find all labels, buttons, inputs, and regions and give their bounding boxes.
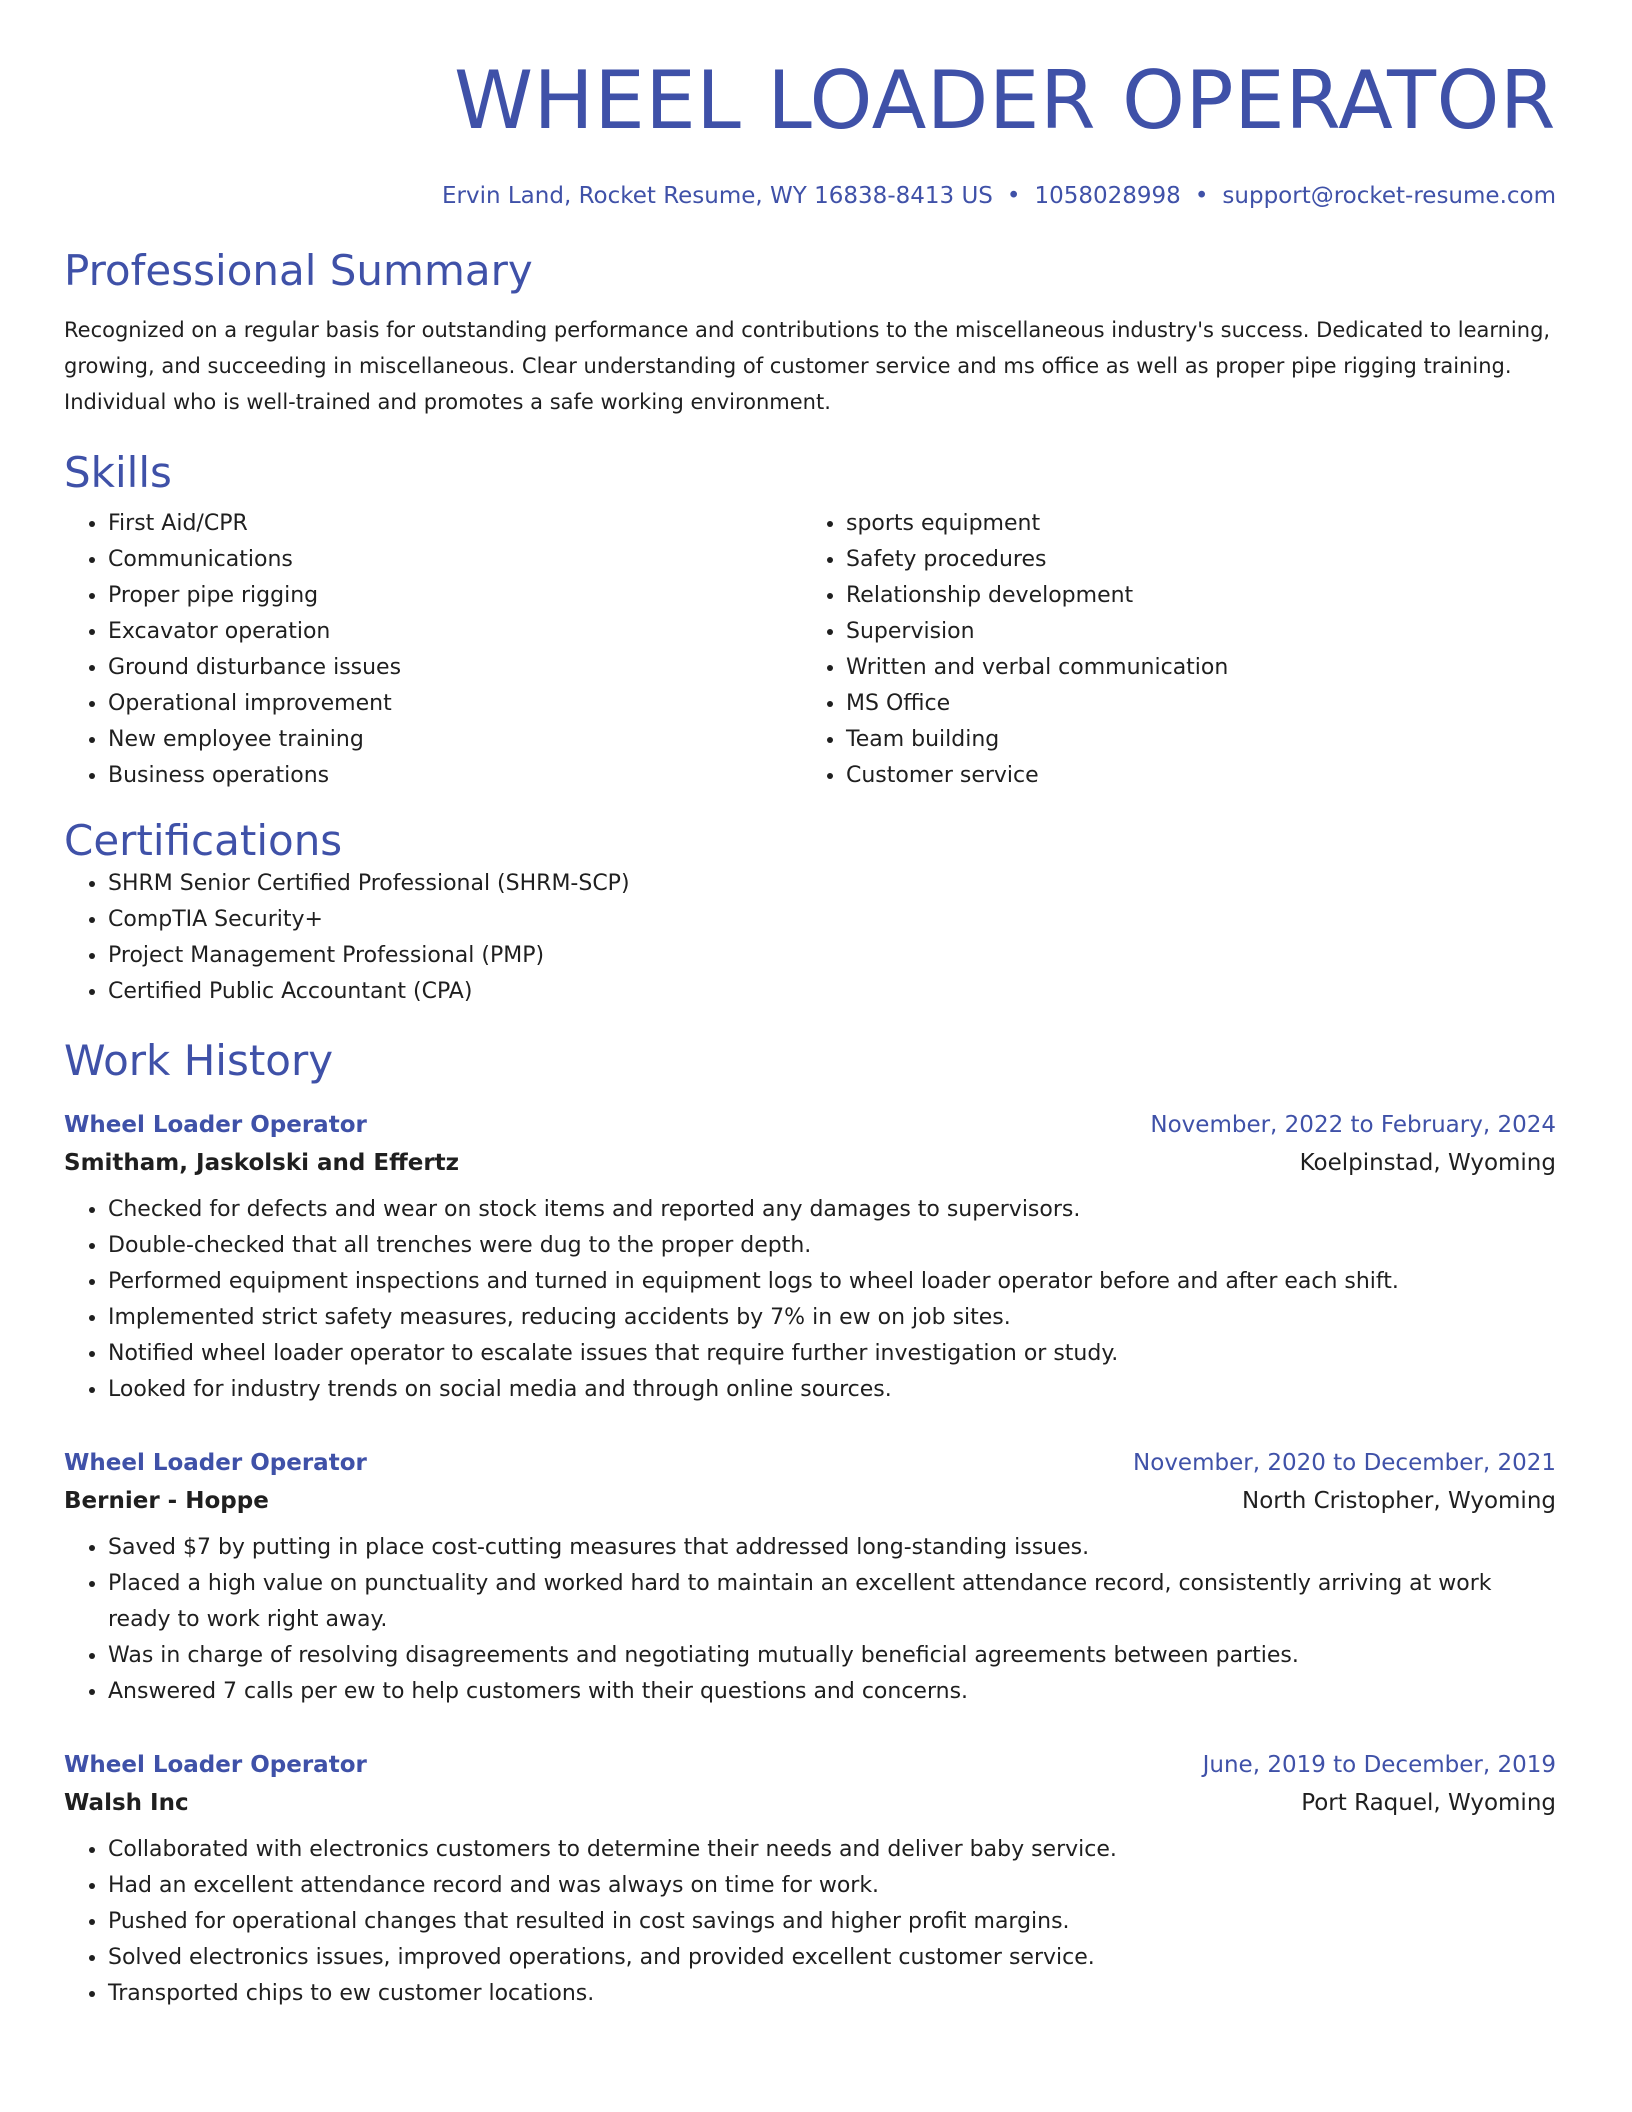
skill-item: • Communications (108, 542, 802, 578)
job-bullet: • Collaborated with electronics customers to determine their needs and deliver baby service. (108, 1832, 1556, 1868)
skill-item: • Business operations (108, 758, 802, 794)
job-bullet: • Notified wheel loader operator to escalate issues that require further investigation or study. (108, 1336, 1556, 1372)
job-dates: June, 2019 to December, 2019 (1202, 1752, 1556, 1778)
skill-item: • Ground disturbance issues (108, 650, 802, 686)
contact-address: Ervin Land, Rocket Resume, WY 16838-8413 US (441, 183, 993, 209)
skill-item: • Team building (846, 722, 1540, 758)
job-bullet: • Checked for defects and wear on stock items and reported any damages to supervisors. (108, 1192, 1556, 1228)
resume-page (64, 0, 1556, 2012)
job-title-row (64, 1746, 1556, 1784)
skill-item: • Excavator operation (108, 614, 802, 650)
skill-item: • MS Office (846, 686, 1540, 722)
job-bullets (64, 1192, 1556, 1408)
job-bullet: • Double-checked that all trenches were dug to the proper depth. (108, 1228, 1556, 1264)
skill-item: • Safety procedures (846, 542, 1540, 578)
job-company-row (64, 1144, 1556, 1182)
job-title: Wheel Loader Operator (64, 1752, 367, 1778)
work-history-heading: Work History (64, 1036, 334, 1085)
job-bullet: • Was in charge of resolving disagreements and negotiating mutually beneficial agreements between parties. (108, 1638, 1556, 1674)
job-company-row (64, 1482, 1556, 1520)
job-company: Bernier - Hoppe (64, 1488, 269, 1514)
job-bullet: • Transported chips to ew customer locations. (108, 1976, 1556, 2012)
contact-phone: 1058028998 (1034, 183, 1181, 209)
skill-item: • Proper pipe rigging (108, 578, 802, 614)
job-location: Koelpinstad, Wyoming (1299, 1150, 1556, 1176)
job-entry (64, 1106, 1556, 1408)
job-entry (64, 1746, 1556, 2012)
job-company: Walsh Inc (64, 1790, 189, 1816)
job-entry (64, 1444, 1556, 1710)
resume-header (64, 0, 1556, 210)
job-company: Smitham, Jaskolski and Effertz (64, 1150, 460, 1176)
job-bullet: • Implemented strict safety measures, reducing accidents by 7% in ew on job sites. (108, 1300, 1556, 1336)
skill-item: • Written and verbal communication (846, 650, 1540, 686)
job-dates: November, 2022 to February, 2024 (1150, 1112, 1556, 1138)
certification-item: • SHRM Senior Certified Professional (SHRM-SCP) (108, 866, 1556, 902)
job-bullet: • Saved $7 by putting in place cost-cutting measures that addressed long-standing issues. (108, 1530, 1556, 1566)
summary-text: Recognized on a regular basis for outstanding performance and contributions to the miscellaneous industry's success. Dedicated to learning, growing, and succeeding in miscellaneous. Clear understanding of customer service and ms office as well as proper pipe rigging training. Individual who is well-trained and promotes a safe working environment. (64, 318, 1551, 414)
job-bullet: • Answered 7 calls per ew to help customers with their questions and concerns. (108, 1674, 1556, 1710)
skill-item: • Operational improvement (108, 686, 802, 722)
job-location: Port Raquel, Wyoming (1301, 1790, 1556, 1816)
skills-list (64, 506, 1556, 794)
skills-heading: Skills (64, 448, 172, 497)
skills-column-right (802, 506, 1540, 794)
certification-item: • Project Management Professional (PMP) (108, 938, 1556, 974)
contact-email: support@rocket-resume.com (1222, 183, 1556, 209)
certification-item: • Certified Public Accountant (CPA) (108, 974, 1556, 1010)
job-bullet: • Solved electronics issues, improved operations, and provided excellent customer service. (108, 1940, 1556, 1976)
certifications-heading: Certifications (64, 816, 343, 865)
job-bullets (64, 1832, 1556, 2012)
summary-heading: Professional Summary (64, 246, 533, 295)
job-title: Wheel Loader Operator (64, 1112, 367, 1138)
resume-name: WHEEL LOADER OPERATOR (453, 54, 1556, 147)
job-bullet: • Looked for industry trends on social media and through online sources. (108, 1372, 1556, 1408)
job-bullets (64, 1530, 1556, 1710)
job-bullet: • Had an excellent attendance record and was always on time for work. (108, 1868, 1556, 1904)
certifications-list (64, 866, 1556, 1010)
skill-item: • Supervision (846, 614, 1540, 650)
job-company-row (64, 1784, 1556, 1822)
skill-item: • Relationship development (846, 578, 1540, 614)
contact-separator: • (1006, 183, 1021, 209)
contact-line (64, 182, 1556, 210)
certification-item: • CompTIA Security+ (108, 902, 1556, 938)
job-title: Wheel Loader Operator (64, 1450, 367, 1476)
skills-column-left (64, 506, 802, 794)
skill-item: • Customer service (846, 758, 1540, 794)
job-bullet: • Performed equipment inspections and turned in equipment logs to wheel loader operator before and after each shift. (108, 1264, 1556, 1300)
job-location: North Cristopher, Wyoming (1241, 1488, 1556, 1514)
job-bullet: • Pushed for operational changes that resulted in cost savings and higher profit margins. (108, 1904, 1556, 1940)
skill-item: • First Aid/CPR (108, 506, 802, 542)
skill-item: • New employee training (108, 722, 802, 758)
job-bullet: • Placed a high value on punctuality and worked hard to maintain an excellent attendance record, consistently arriving at work ready to work right away. (108, 1566, 1556, 1638)
job-dates: November, 2020 to December, 2021 (1133, 1450, 1556, 1476)
job-title-row (64, 1444, 1556, 1482)
skill-item: • sports equipment (846, 506, 1540, 542)
contact-separator: • (1194, 183, 1209, 209)
job-title-row (64, 1106, 1556, 1144)
